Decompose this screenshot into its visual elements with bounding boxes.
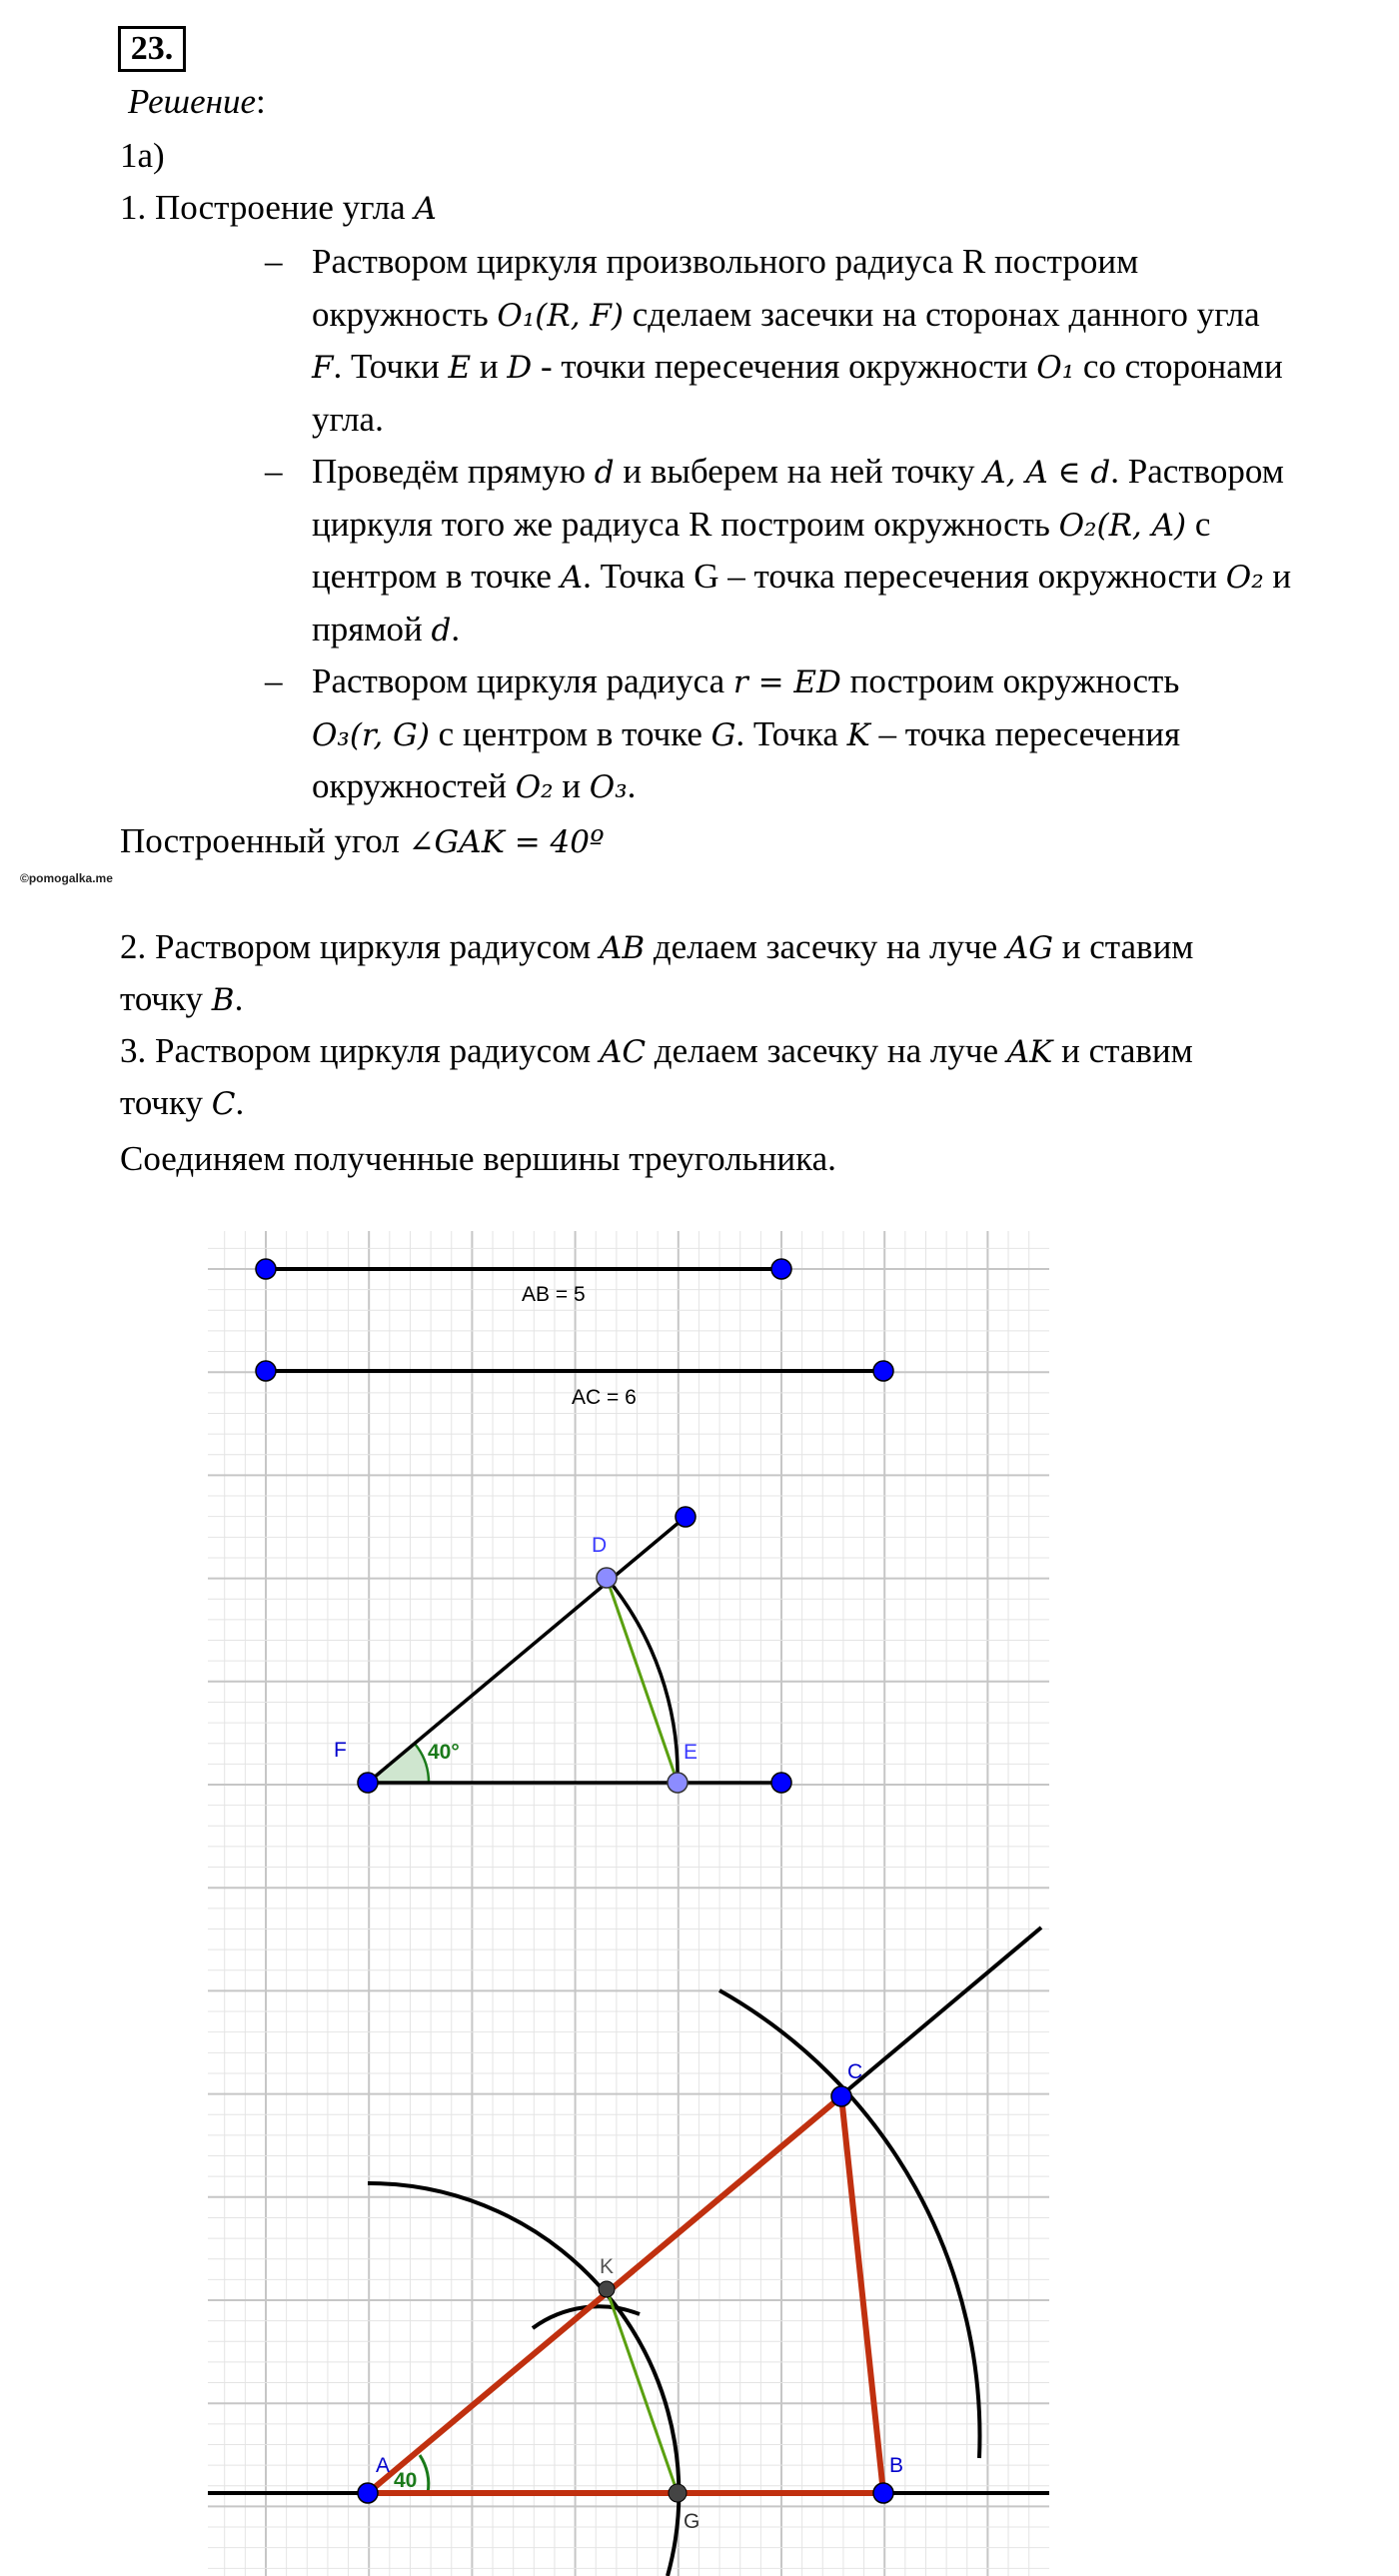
bullet-1-line-text: - точки пересечения окружности bbox=[532, 347, 1037, 386]
point-d bbox=[597, 1568, 617, 1588]
step2-line-text: . bbox=[234, 979, 244, 1018]
bullet-2-line-math: d bbox=[594, 455, 615, 491]
bullet-3-line-math: O₂ bbox=[515, 769, 554, 805]
bullet-1-line bbox=[312, 345, 1283, 390]
bullet-2-line-text: . Раствором bbox=[1110, 452, 1284, 491]
bullet-2-line-math: A, A ∈ d bbox=[983, 455, 1111, 491]
chord-kg bbox=[607, 2289, 678, 2493]
step2-line-text: 2. Раствором циркуля радиусом bbox=[120, 927, 600, 966]
bullet-2-line-text: и bbox=[1263, 557, 1292, 596]
step3-line-text: 3. Раствором циркуля радиусом bbox=[120, 1031, 600, 1070]
bullet-3-line-text: – точка пересечения bbox=[869, 713, 1181, 753]
label-c: C bbox=[847, 2060, 863, 2083]
label-e: E bbox=[684, 1741, 699, 1764]
bullet-3-line-math: O₃ bbox=[589, 769, 628, 805]
step2-line bbox=[120, 977, 243, 1022]
step2-line-text: и ставим bbox=[1053, 927, 1194, 966]
step2-line-math: B bbox=[211, 982, 235, 1018]
step1-title-text: 1. Построение угла bbox=[120, 188, 415, 227]
bullet-3-line-text: построим окружность bbox=[840, 661, 1180, 700]
step2-line-math: AB bbox=[599, 930, 646, 966]
result-line bbox=[120, 819, 605, 864]
ray-fd-end-point bbox=[676, 1507, 696, 1527]
heading-colon: : bbox=[256, 82, 266, 121]
point-f bbox=[358, 1773, 378, 1793]
watermark: ©pomogalka.me bbox=[20, 871, 113, 885]
step3-line-math: C bbox=[211, 1086, 236, 1122]
bullet-2-line bbox=[312, 555, 1291, 600]
bullet-marker: – bbox=[265, 452, 283, 491]
step3-line-text: . bbox=[235, 1083, 245, 1122]
bullet-3-line-text: . Точка bbox=[735, 713, 847, 753]
bullet-3-line-text: Раствором циркуля радиуса bbox=[312, 661, 733, 700]
arc-o2 bbox=[368, 2183, 679, 2576]
bullet-1-line bbox=[312, 398, 384, 442]
bullet-2-line-math: d bbox=[431, 612, 452, 648]
ray-fd bbox=[368, 1517, 686, 1783]
step2-line-text: делаем засечку на луче bbox=[645, 927, 1006, 966]
bullet-2-line-text: прямой bbox=[312, 609, 432, 648]
bullet-2-line-text: . Точка G – точка пересечения окружности bbox=[583, 557, 1226, 596]
bullet-marker: – bbox=[265, 661, 283, 700]
bullet-1-line-math: E bbox=[448, 350, 472, 386]
bullet-1-line-text: сделаем засечки на сторонах данного угла bbox=[624, 294, 1260, 334]
step3-line-text: и ставим bbox=[1052, 1031, 1193, 1070]
solution-heading bbox=[128, 80, 266, 124]
bullet-1-line-text: Раствором циркуля произвольного радиуса R построим bbox=[312, 242, 1139, 281]
bullet-2-line bbox=[312, 503, 1210, 548]
bullet-1-line-math: O₁ bbox=[1036, 350, 1075, 386]
label-f: F bbox=[334, 1739, 347, 1762]
bullet-2-line-math: O₂(R, A) bbox=[1058, 507, 1187, 544]
result-math: ∠GAK = 40º bbox=[408, 824, 605, 860]
bullet-2-line-text: Проведём прямую bbox=[312, 452, 595, 491]
part-label: 1а) bbox=[120, 136, 165, 175]
label-a: A bbox=[376, 2454, 391, 2477]
grid bbox=[208, 1231, 1049, 2576]
bullet-2-line-math: O₂ bbox=[1225, 560, 1264, 596]
bullet-3-line-math: O₃(r, G) bbox=[312, 716, 430, 753]
step3-line-text: точку bbox=[120, 1083, 212, 1122]
bullet-marker: – bbox=[265, 242, 283, 281]
step3-line bbox=[120, 1081, 244, 1126]
bullet-3-line-text: с центром в точке bbox=[429, 713, 711, 753]
step2-line bbox=[120, 925, 1193, 970]
bullet-1-line-math: F bbox=[312, 350, 334, 386]
point-c bbox=[831, 2086, 851, 2106]
bullet-2-line-text: и выберем на ней точку bbox=[614, 452, 984, 491]
step2-line-text: точку bbox=[120, 979, 212, 1018]
bullet-1-line-text: . Точки bbox=[333, 347, 449, 386]
step1-title-var: A bbox=[414, 191, 437, 227]
bullet-3-line bbox=[312, 712, 1180, 757]
bullet-1-line bbox=[312, 293, 1260, 338]
bullet-1-line-text: и bbox=[471, 347, 508, 386]
segment-ac-start-point bbox=[256, 1361, 276, 1381]
chord-de bbox=[607, 1578, 678, 1783]
bullet-1-line-math: D bbox=[507, 350, 533, 386]
step1-title bbox=[120, 186, 437, 231]
bullet-3-line-math: r = ED bbox=[732, 664, 841, 700]
bullet-2-line bbox=[312, 450, 1284, 495]
bullet-3-line-text: . bbox=[627, 766, 637, 805]
bullet-2-line-text: с bbox=[1186, 504, 1211, 544]
segment-ac-label: AC = 6 bbox=[572, 1386, 637, 1409]
segment-ab-start-point bbox=[256, 1259, 276, 1279]
point-g bbox=[669, 2484, 687, 2502]
bullet-3-line bbox=[312, 659, 1179, 704]
point-k bbox=[599, 2281, 615, 2297]
bullet-3-line-math: G bbox=[710, 716, 736, 753]
bullet-1-line-math: O₁(R, F) bbox=[497, 297, 625, 334]
step3-line-math: AC bbox=[599, 1034, 647, 1070]
bullet-1-line-text: окружность bbox=[312, 294, 498, 334]
label-d: D bbox=[592, 1534, 608, 1557]
bullet-1-line-text: угла. bbox=[312, 399, 384, 439]
angle-label-top: 40° bbox=[428, 1741, 460, 1764]
step3-line-math: AK bbox=[1006, 1034, 1053, 1070]
heading-text: Решение bbox=[128, 82, 257, 121]
bullet-3-line-text: окружностей bbox=[312, 766, 516, 805]
bullet-3-line-text: и bbox=[553, 766, 590, 805]
bullet-2-line-text: . bbox=[451, 609, 461, 648]
bullet-2-line-math: A bbox=[560, 560, 584, 596]
bullet-1-line-text: со сторонами bbox=[1074, 347, 1283, 386]
segment-ac-end-point bbox=[873, 1361, 893, 1381]
label-g: G bbox=[684, 2510, 700, 2533]
problem-number: 23. bbox=[118, 26, 186, 72]
result-text: Построенный угол bbox=[120, 821, 409, 860]
ray-fe-end-point bbox=[771, 1773, 791, 1793]
bullet-1-line bbox=[312, 240, 1138, 284]
segment-ab-end-point bbox=[771, 1259, 791, 1279]
step3-line bbox=[120, 1029, 1193, 1074]
segment-ab-label: AB = 5 bbox=[522, 1283, 586, 1306]
label-k: K bbox=[600, 2255, 615, 2278]
bullet-3-line bbox=[312, 764, 636, 809]
bullet-2-line-text: циркуля того же радиуса R построим окружность bbox=[312, 504, 1059, 544]
construction-figure bbox=[208, 1231, 1049, 2576]
bullet-3-line-math: K bbox=[846, 716, 870, 753]
point-a bbox=[358, 2483, 378, 2503]
bullet-2-line bbox=[312, 608, 460, 652]
step3-line-text: делаем засечку на луче bbox=[646, 1031, 1007, 1070]
point-b bbox=[873, 2483, 893, 2503]
angle-label-bottom: 40 bbox=[394, 2469, 418, 2492]
angle-a-mark bbox=[420, 2455, 429, 2493]
label-b: B bbox=[889, 2454, 904, 2477]
point-e bbox=[668, 1773, 688, 1793]
bullet-2-line-text: центром в точке bbox=[312, 557, 561, 596]
final-line: Соединяем полученные вершины треугольника. bbox=[120, 1139, 836, 1178]
step2-line-math: AG bbox=[1005, 930, 1054, 966]
